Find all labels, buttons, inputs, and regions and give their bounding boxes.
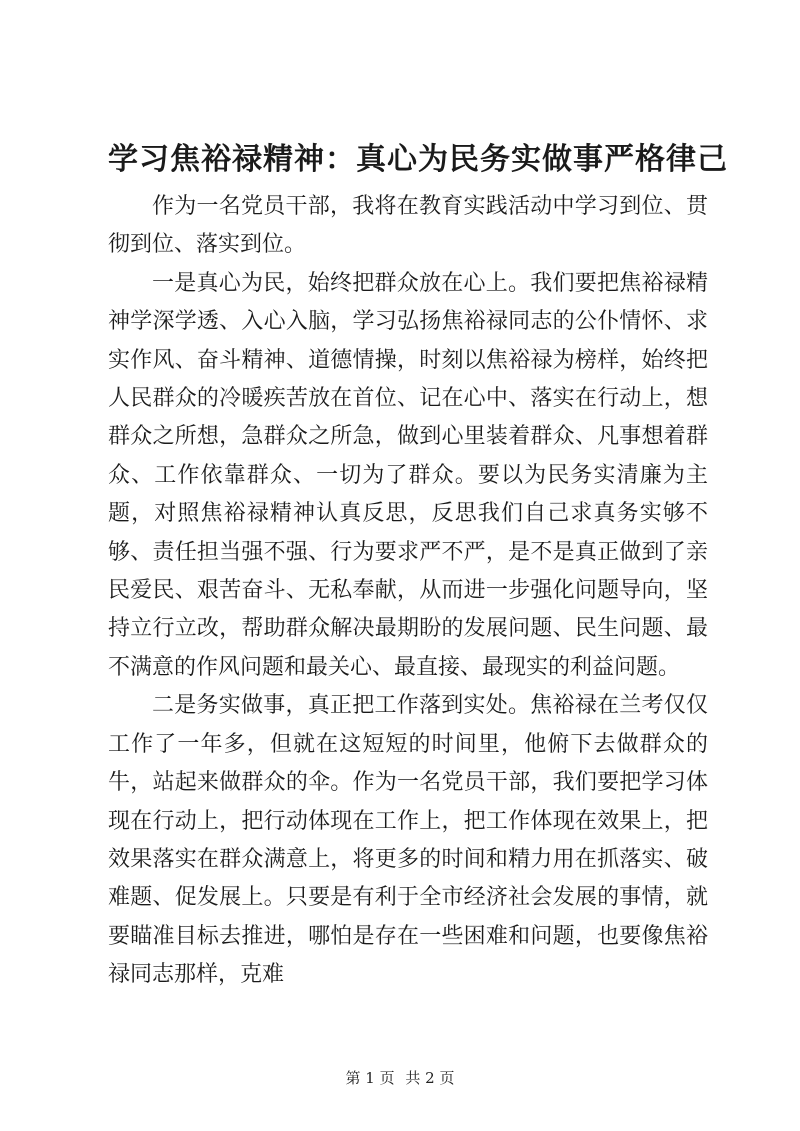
paragraph-intro: 作为一名党员干部，我将在教育实践活动中学习到位、贯彻到位、落实到位。 <box>108 194 708 258</box>
paragraph-practical-work: 二是务实做事，真正把工作落到实处。焦裕禄在兰考仅仅工作了一年多，但就在这短短的时间里，他俯下去做群众的牛，站起来做群众的伞。作为一名党员干部，我们要把学习体现在行动上，把行动体现在工作上，把工作体现在效果上，把效果落实在群众满意上，将更多的时间和精力用在抓落实、破难题、促发展上。只要是有利于全市经济社会发展的事情，就要瞄准目标去推进，哪怕是存在一些困难和问题，也要像焦裕禄同志那样，克难 <box>108 693 708 988</box>
document-body <box>108 188 708 995</box>
page-footer <box>0 1068 800 1088</box>
page-title: 学习焦裕禄精神：真心为民务实做事严格律己 <box>108 142 728 177</box>
paragraph-sincere-service: 一是真心为民，始终把群众放在心上。我们要把焦裕禄精神学深学透、入心入脑，学习弘扬焦裕禄同志的公仆情怀、求实作风、奋斗精神、道德情操，时刻以焦裕禄为榜样，始终把人民群众的冷暖疾苦放在首位、记在心中、落实在行动上，想群众之所想，急群众之所急，做到心里装着群众、凡事想着群众、工作依靠群众、一切为了群众。要以为民务实清廉为主题，对照焦裕禄精神认真反思，反思我们自己求真务实够不够、责任担当强不强、行为要求严不严，是不是真正做到了亲民爱民、艰苦奋斗、无私奉献，从而进一步强化问题导向，坚持立行立改，帮助群众解决最期盼的发展问题、民生问题、最不满意的作风问题和最关心、最直接、最现实的利益问题。 <box>108 270 708 680</box>
page-total: 共 2 页 <box>405 1069 455 1087</box>
page-number: 第 1 页 <box>345 1069 395 1087</box>
